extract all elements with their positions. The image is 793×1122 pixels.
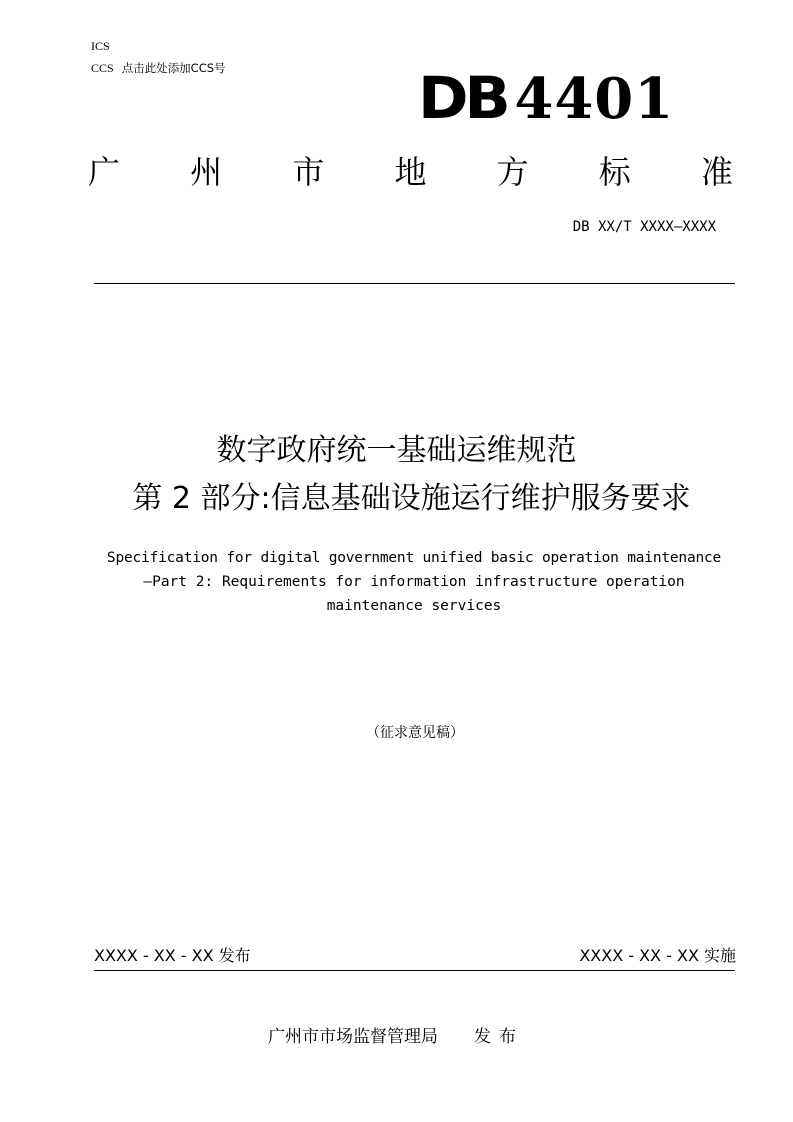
ccs-line	[91, 60, 226, 76]
title-cn-line-1: 数字政府统一基础运维规范	[216, 433, 577, 468]
publisher-line	[268, 1025, 524, 1049]
standard-type-char: 州	[190, 153, 223, 191]
title-en-line-3: maintenance services	[326, 598, 502, 614]
standard-type-char: 准	[700, 153, 733, 191]
draft-status-label: （征求意见稿）	[366, 725, 464, 741]
db-standard-logo	[418, 66, 678, 130]
publish-action: 发布	[474, 1027, 524, 1047]
title-cn-line-2: 第 2 部分:信息基础设施运行维护服务要求	[132, 481, 691, 516]
standard-type-char: 地	[394, 153, 427, 191]
ccs-placeholder[interactable]: 点击此处添加CCS号	[121, 61, 226, 75]
issue-date: XXXX - XX - XX 发布	[94, 946, 251, 965]
ccs-label: CCS	[91, 61, 114, 75]
standard-type-char: 市	[292, 153, 325, 191]
db-logo-number: 4401	[514, 66, 675, 132]
implementation-date: XXXX - XX - XX 实施	[579, 946, 736, 965]
title-en-line-1: Specification for digital government unified basic operation maintenance	[106, 550, 722, 566]
title-en-line-2: —Part 2: Requirements for information infrastructure operation	[143, 574, 685, 590]
ics-label: ICS	[91, 39, 110, 53]
standard-type-heading	[88, 150, 733, 194]
standard-number: DB XX/T XXXX—XXXX	[572, 219, 716, 235]
header-divider	[94, 283, 735, 284]
standard-type-char: 广	[88, 153, 121, 191]
standard-type-char: 方	[496, 153, 529, 191]
db-logo-letters: DB	[418, 64, 507, 132]
standard-type-char: 标	[598, 153, 631, 191]
publisher-name: 广州市市场监督管理局	[268, 1027, 438, 1047]
footer-divider	[94, 970, 735, 971]
